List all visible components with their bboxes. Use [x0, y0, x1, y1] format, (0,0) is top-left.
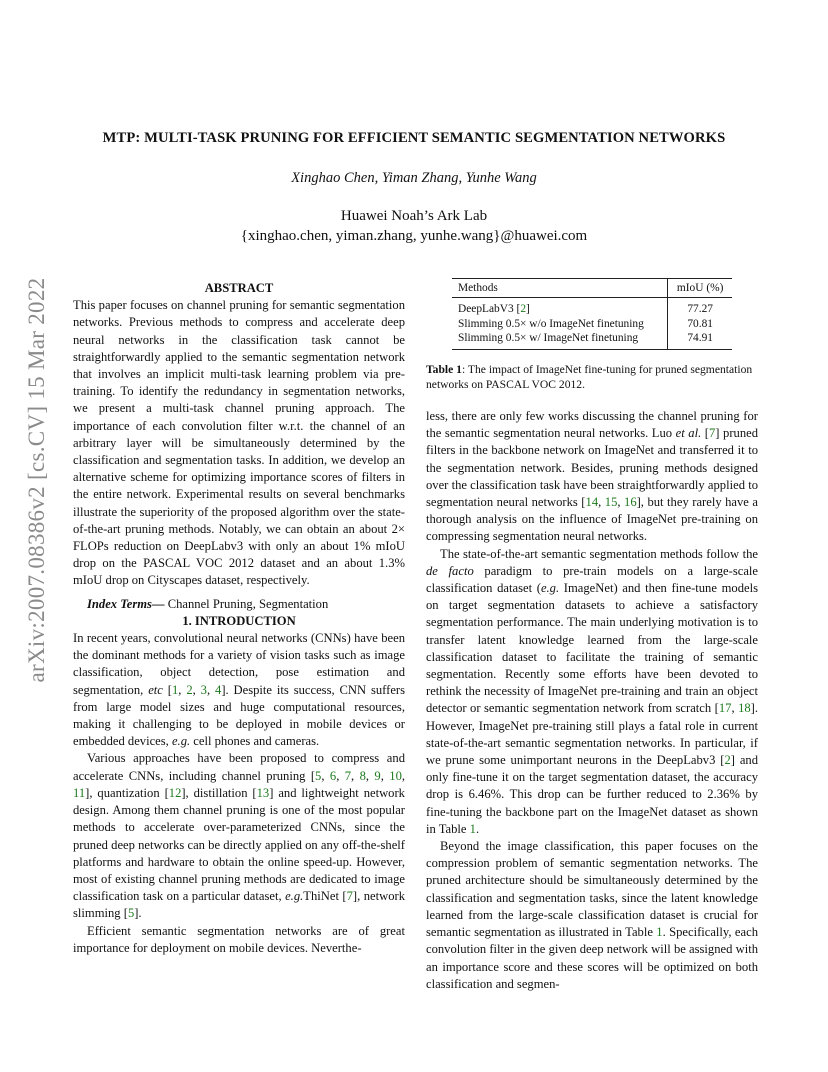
citation-link[interactable]: 6: [329, 768, 337, 783]
citation-link[interactable]: 15: [604, 495, 618, 510]
author-list: Xinghao Chen, Yiman Zhang, Yunhe Wang: [291, 170, 537, 186]
paper-title: MTP: MULTI-TASK PRUNING FOR EFFICIENT SEMANTIC SEGMENTATION NETWORKS: [102, 130, 726, 146]
author-emails: {xinghao.chen, yiman.zhang, yunhe.wang}@huawei.com: [240, 228, 588, 244]
arxiv-identifier: arXiv:2007.08386v2 [cs.CV] 15 Mar 2022: [24, 277, 49, 683]
abstract-heading: ABSTRACT: [204, 281, 274, 295]
table-cell-method: Slimming 0.5× w/o ImageNet finetuning: [458, 317, 644, 330]
citation-link[interactable]: 5: [315, 768, 322, 783]
table-header-row: [452, 279, 732, 298]
citation-link[interactable]: 2: [186, 682, 193, 697]
citation-link[interactable]: 7: [346, 889, 353, 904]
table-cell-miou: 77.27: [668, 298, 732, 317]
table-header-methods: Methods: [452, 279, 668, 298]
results-table: [452, 278, 732, 350]
citation-link[interactable]: 12: [168, 785, 182, 800]
citation-link[interactable]: 1: [171, 682, 179, 697]
abstract-text: This paper focuses on channel pruning for semantic segmentation networks. Previous methods to compress and accelerate deep neural networks in the classification task cannot be straightforwardly applied to the semantic segmentation network that involves an implicit multi-task learning problem via pre-training. To identify the redundancy in segmentation networks, we present a multi-task channel pruning approach. The importance of each convolution filter w.r.t. the channel of an arbitrary layer will be simultaneously determined by the classification and segmentation tasks. In addition, we develop an alternative scheme for optimizing importance scores of filters in the entire network. Experimental results on several benchmarks illustrate the superiority of the proposed algorithm over the state-of-the-art pruning methods. Notably, we can obtain an about 2× FLOPs reduction on DeepLabv3 with only an about 1% mIoU drop on the PASCAL VOC 2012 dataset and an about 1.3% mIoU drop on Cityscapes dataset, respectively.: [73, 298, 405, 588]
citation-link[interactable]: 17: [718, 701, 732, 716]
citation-link[interactable]: 4: [215, 682, 222, 697]
citation-link[interactable]: 3: [200, 682, 207, 697]
right-paragraph-3: Beyond the image classification, this paper focuses on the compression problem of semantic segmentation networks. The pruned architecture should be simultaneously determined by the classification and segmentation tasks, since the latent knowledge learned from the large-scale classification dataset is crucial for semantic segmentation as illustrated in Table 1. Specifically, each convolution filter in the given deep network will be assigned with an importance score and these scores will be optimized on both classification and segmen-: [426, 839, 758, 991]
right-paragraph-2: The state-of-the-art semantic segmentation methods follow the de facto paradigm to pre-train models on a large-scale classification dataset (e.g. ImageNet) and then fine-tune models on target segmentation datasets to achieve a satisfactory segmentation performance. The main underlying motivation is to transfer latent knowledge learned from the large-scale classification dataset to facilitate the training of semantic segmentation. Recently some efforts have been devoted to rethink the necessity of ImageNet pre-training and train an object detector or semantic segmentation network from scratch [17, 18]. However, ImageNet pre-training still plays a fatal role in current state-of-the-art semantic segmentation networks. In particular, if we prune some unimportant neurons in the DeepLabv3 [2] and only fine-tune it on the target segmentation dataset, the accuracy drop is 6.46%. This drop can be further reduced to 2.36% by fine-tuning the backbone part on the ImageNet dataset as shown in Table 1.: [426, 546, 758, 836]
table-row: [452, 298, 732, 317]
intro-paragraph-2: Various approaches have been proposed to compress and accelerate CNNs, including channel pruning [5, 6, 7, 8, 9, 10, 11], quantization [12], distillation [13] and lightweight network design. Among them channel pruning is one of the most popular methods to accelerate over-parameterized CNNs, since the pruned deep networks can be directly applied on any off-the-shelf platforms and hardware to obtain the online speed-up. However, most of existing channel pruning methods are dedicated to image classification task on a particular dataset, e.g.ThiNet [7], network slimming [5].: [73, 751, 406, 921]
table-cell-method: DeepLabV3 [2]: [458, 303, 530, 316]
index-terms-label: Index Terms—: [87, 596, 165, 611]
citation-link[interactable]: 11: [73, 785, 86, 800]
intro-heading: 1. INTRODUCTION: [182, 613, 296, 628]
citation-link[interactable]: 16: [624, 495, 637, 510]
citation-link[interactable]: 18: [738, 701, 751, 716]
citation-link[interactable]: 9: [374, 768, 381, 783]
table-cell-miou: 70.81: [668, 317, 732, 331]
table-reference-link[interactable]: 1: [469, 821, 476, 836]
table-header-miou: mIoU (%): [668, 279, 732, 298]
table-caption-label: Table 1: [426, 363, 462, 376]
citation-link[interactable]: 7: [344, 768, 352, 783]
table-caption: [426, 362, 758, 392]
citation-link[interactable]: 8: [359, 768, 366, 783]
index-terms-text: Channel Pruning, Segmentation: [164, 596, 329, 611]
affiliation: Huawei Noah’s Ark Lab: [340, 208, 488, 224]
citation-link[interactable]: 2: [520, 303, 527, 316]
left-column: [73, 280, 405, 957]
right-column: [426, 408, 758, 993]
affiliation-block: [0, 206, 828, 246]
table-row: [452, 317, 732, 331]
citation-link[interactable]: 10: [389, 768, 402, 783]
intro-paragraph-1: In recent years, convolutional neural networks (CNNs) have been the dominant methods for a variety of vision tasks such as image classification, object detection, pose estimation and segmentation, etc [1, 2, 3, 4]. Despite its success, CNN suffers from large model sizes and huge computational resources, making it challenging to be deployed in mobile devices or embedded devices, e.g. cell phones and cameras.: [73, 631, 406, 749]
citation-link[interactable]: 13: [256, 785, 270, 800]
table-row: [452, 331, 732, 349]
intro-paragraph-3: Efficient semantic segmentation networks are of great importance for deployment on mobile devices. Neverthe-: [73, 923, 405, 955]
right-paragraph-1: less, there are only few works discussing the channel pruning for the semantic segmentation neural networks. Luo et al. [7] pruned filters in the backbone network on ImageNet and transferred it to the segmentation network. Besides, pruning methods designed over the classification task have been straightforwardly applied to segmentation neural networks [14, 15, 16], but they rarely have a thorough analysis on the influence of ImageNet pre-training on compressing segmentation neural networks.: [426, 409, 759, 544]
table-cell-miou: 74.91: [668, 331, 732, 349]
arxiv-sidebar: [20, 277, 54, 683]
index-terms: [73, 596, 405, 613]
citation-link[interactable]: 7: [709, 426, 716, 441]
citation-link[interactable]: 5: [127, 906, 135, 921]
table-reference-link[interactable]: 1: [656, 925, 663, 940]
citation-link[interactable]: 2: [724, 753, 731, 768]
table-caption-text: : The impact of ImageNet fine-tuning for pruned segmentation networks on PASCAL VOC 2012.: [426, 363, 753, 391]
table-cell-method: Slimming 0.5× w/ ImageNet finetuning: [452, 331, 668, 349]
citation-link[interactable]: 14: [585, 495, 599, 510]
